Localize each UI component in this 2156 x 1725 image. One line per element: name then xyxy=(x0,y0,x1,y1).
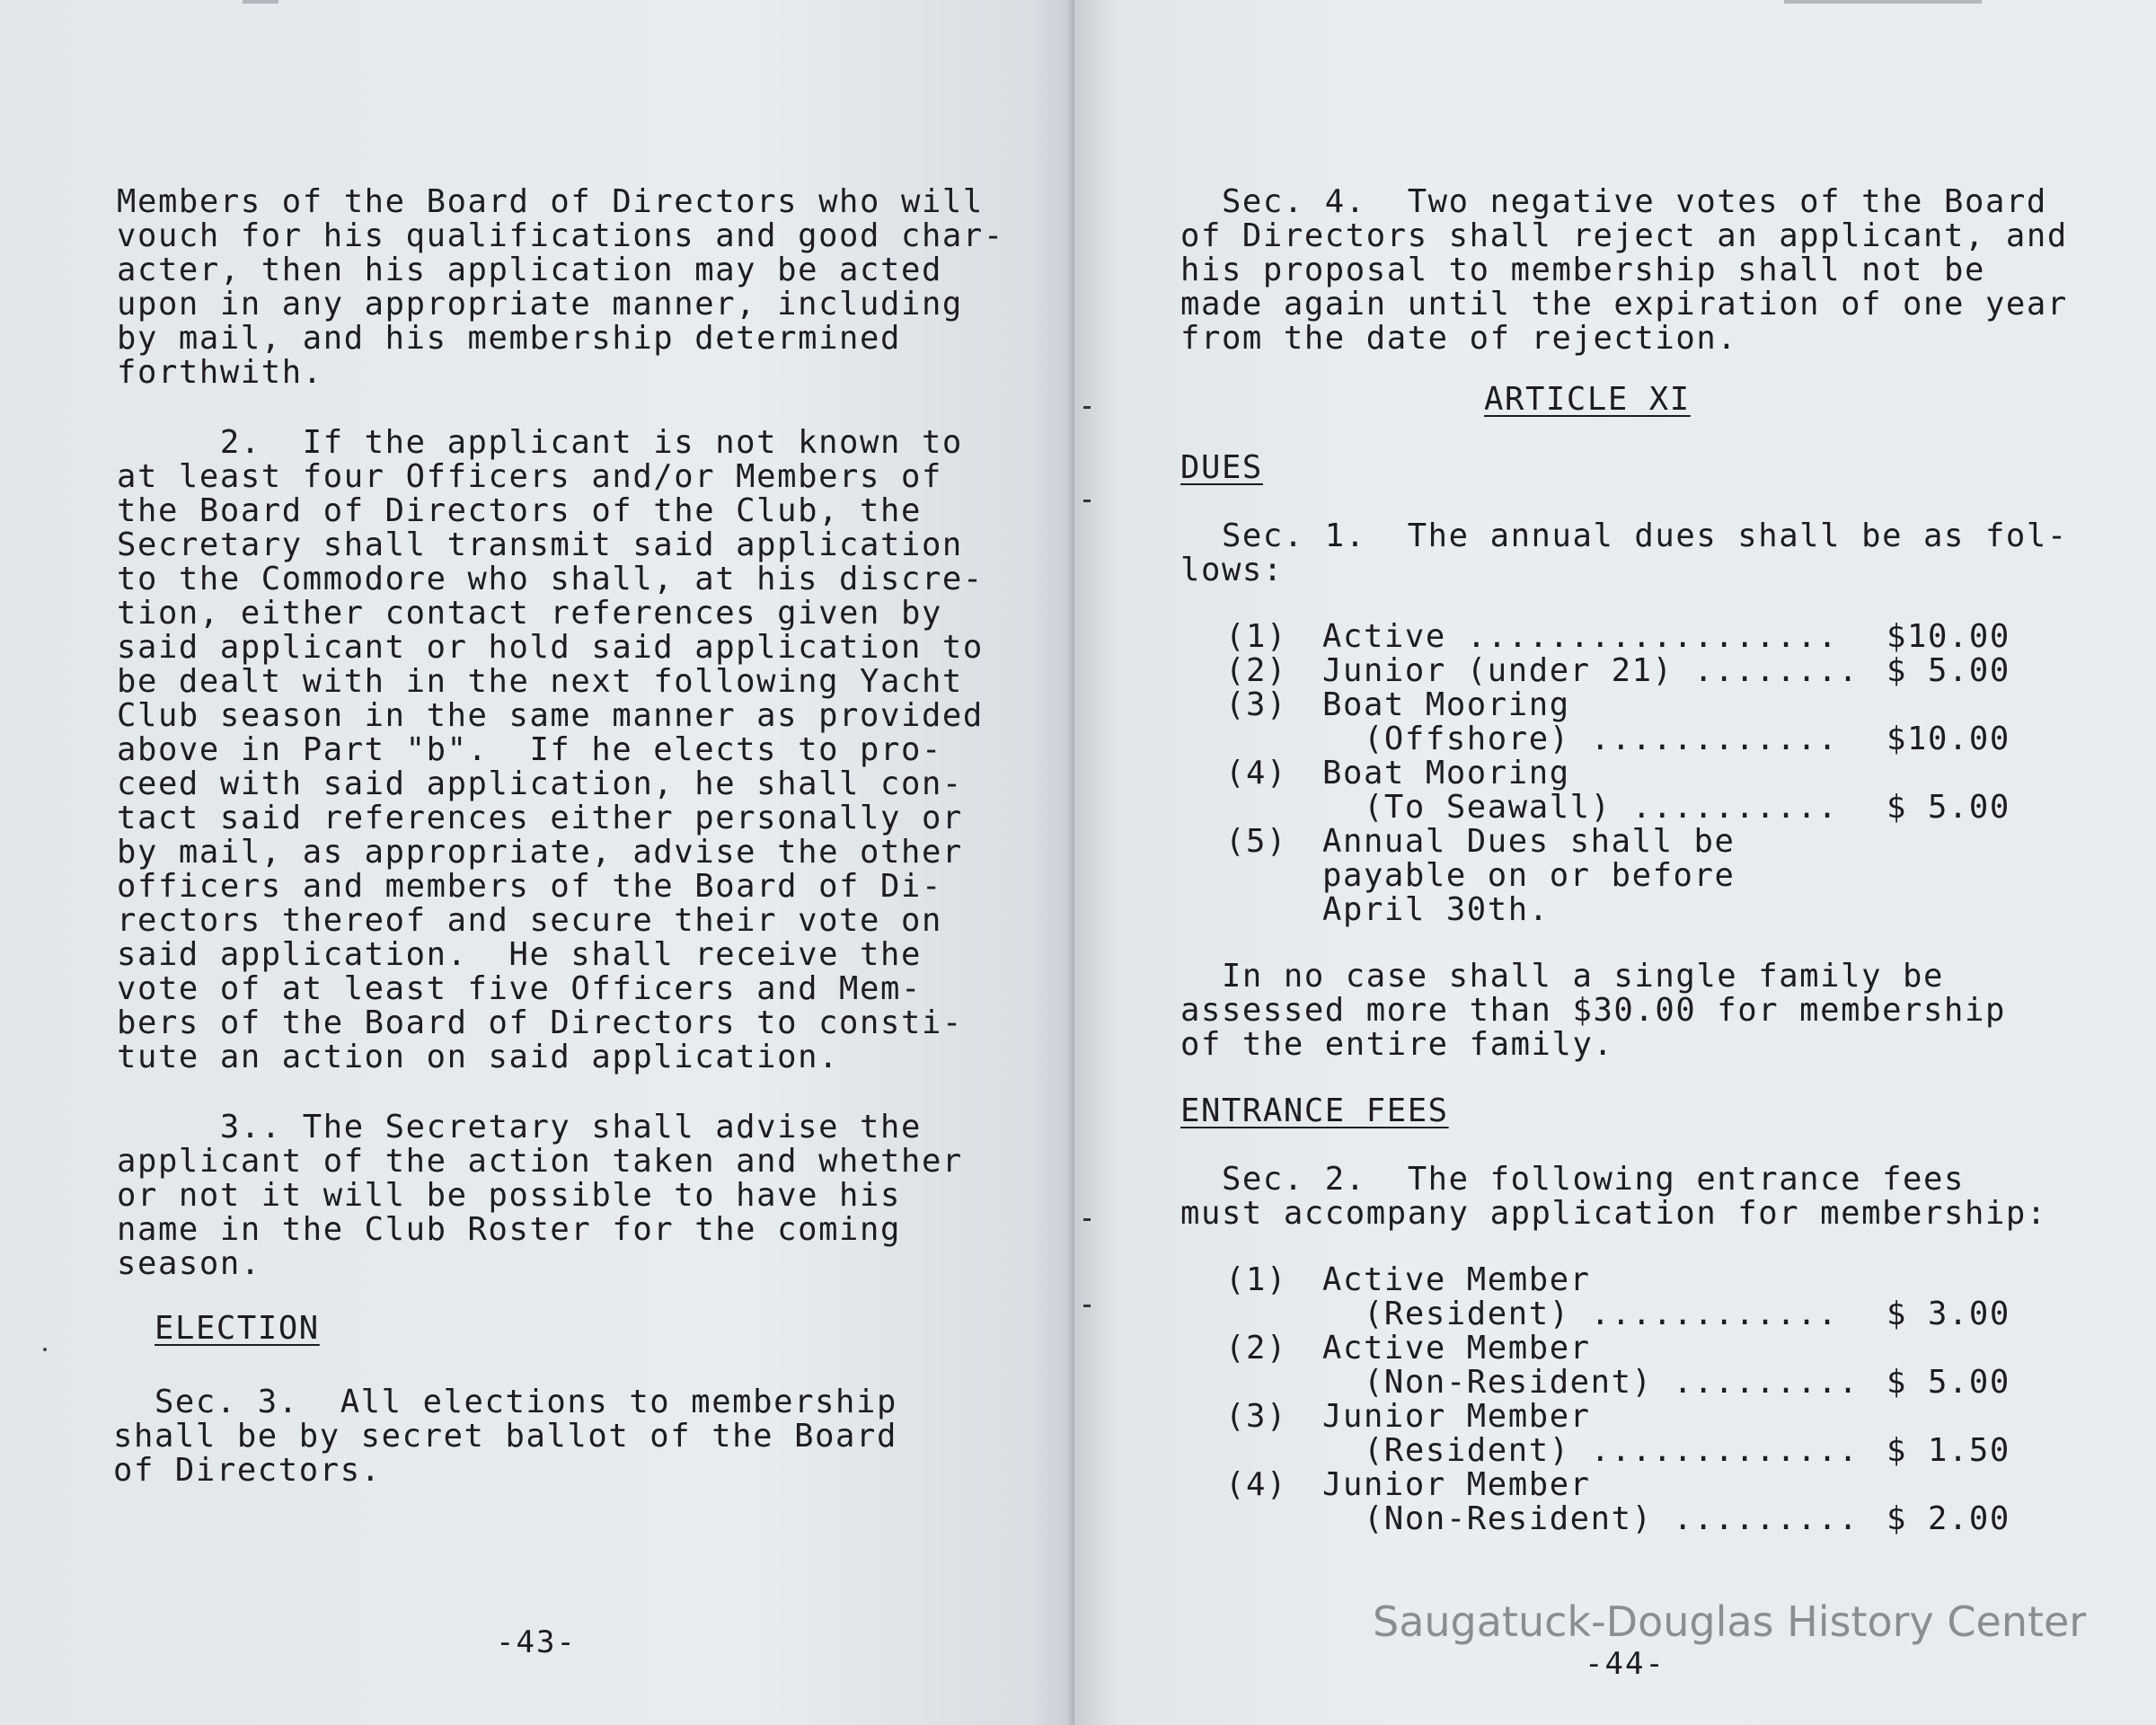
section-4 xyxy=(1180,185,2068,356)
item-amount: $ 5.00 xyxy=(1886,789,2010,826)
text-line: acter, then his application may be acted xyxy=(117,252,942,288)
item-description: Boat Mooring xyxy=(1322,686,1570,723)
item-description: Active Member xyxy=(1322,1330,1591,1367)
item-description: Junior (under 21) ........ xyxy=(1322,652,1860,689)
text-line: season. xyxy=(117,1245,261,1282)
margin-tick xyxy=(1083,406,1091,409)
item-number: (4) xyxy=(1225,1466,1287,1503)
text-line: name in the Club Roster for the coming xyxy=(117,1211,901,1248)
text-line: to the Commodore who shall, at his discre- xyxy=(117,561,984,597)
text-line: assessed more than $30.00 for membership xyxy=(1180,992,2006,1029)
item-description-continued: (Non-Resident) ......... xyxy=(1322,1500,1860,1537)
item-description-continued: (Resident) ............ xyxy=(1322,1296,1839,1332)
text-line: tion, either contact references given by xyxy=(117,595,942,632)
text-line: ceed with said application, he shall con- xyxy=(117,765,963,802)
item-amount: $ 1.50 xyxy=(1886,1432,2010,1469)
item-amount: $ 5.00 xyxy=(1886,652,2010,689)
item-description-continued: (To Seawall) .......... xyxy=(1322,789,1839,826)
text-line: Secretary shall transmit said application xyxy=(117,526,963,563)
item-amount: $10.00 xyxy=(1886,618,2010,655)
section-1 xyxy=(1180,519,2068,588)
left-page xyxy=(0,0,1074,1725)
item-description: Junior Member xyxy=(1322,1398,1591,1435)
text-line: 3.. The Secretary shall advise the xyxy=(117,1109,922,1146)
text-line: above in Part "b". If he elects to pro- xyxy=(117,731,942,768)
item-number: (2) xyxy=(1225,1330,1287,1367)
page-edge-mark xyxy=(243,0,278,4)
item-number: (1) xyxy=(1225,618,1287,655)
margin-tick xyxy=(1083,1218,1091,1221)
text-line: vouch for his qualifications and good char- xyxy=(117,217,1004,254)
text-line: at least four Officers and/or Members of xyxy=(117,458,942,495)
family-note xyxy=(1180,960,2006,1062)
item-description: Active .................. xyxy=(1322,618,1839,655)
paragraph-2 xyxy=(117,426,984,1075)
page-edge-mark xyxy=(1784,0,1982,4)
text-line: by mail, as appropriate, advise the other xyxy=(117,834,963,871)
text-line: from the date of rejection. xyxy=(1180,320,1738,357)
item-amount: $ 2.00 xyxy=(1886,1500,2010,1537)
text-line: of the entire family. xyxy=(1180,1026,1614,1063)
text-line: upon in any appropriate manner, including xyxy=(117,286,963,323)
item-description-continued: (Resident) ............. xyxy=(1322,1432,1860,1469)
text-line: must accompany application for membership: xyxy=(1180,1195,2047,1232)
item-number: (3) xyxy=(1225,686,1287,723)
text-line: applicant of the action taken and whether xyxy=(117,1143,963,1180)
paragraph-3 xyxy=(117,1110,963,1281)
text-line: made again until the expiration of one year xyxy=(1180,286,2068,323)
text-line: Club season in the same manner as provided xyxy=(117,697,984,734)
right-page xyxy=(1074,0,2156,1725)
heading-election: ELECTION xyxy=(155,1310,320,1347)
text-line: lows: xyxy=(1180,552,1284,588)
text-line: bers of the Board of Directors to consti- xyxy=(117,1004,963,1041)
item-amount: $ 3.00 xyxy=(1886,1296,2010,1332)
text-line: said applicant or hold said application to xyxy=(117,629,984,666)
paper-speck xyxy=(43,1348,47,1351)
text-line: or not it will be possible to have his xyxy=(117,1177,901,1214)
heading-dues: DUES xyxy=(1180,449,1263,486)
text-line: Sec. 4. Two negative votes of the Board xyxy=(1180,183,2047,220)
text-line: his proposal to membership shall not be xyxy=(1180,252,1985,288)
item-number: (1) xyxy=(1225,1261,1287,1298)
margin-tick xyxy=(1083,500,1091,502)
text-line: 2. If the applicant is not known to xyxy=(117,424,963,461)
item-description-continued: April 30th. xyxy=(1322,891,1550,928)
item-amount: $10.00 xyxy=(1886,721,2010,757)
margin-tick xyxy=(1083,1305,1091,1307)
heading-entrance-fees: ENTRANCE FEES xyxy=(1180,1092,1449,1129)
text-line: Members of the Board of Directors who will xyxy=(117,183,984,220)
text-line: the Board of Directors of the Club, the xyxy=(117,492,922,529)
item-description-continued: (Offshore) ............ xyxy=(1322,721,1839,757)
item-number: (3) xyxy=(1225,1398,1287,1435)
item-description: Junior Member xyxy=(1322,1466,1591,1503)
text-line: of Directors. xyxy=(113,1452,382,1489)
item-description: Active Member xyxy=(1322,1261,1591,1298)
item-number: (4) xyxy=(1225,755,1287,792)
item-number: (5) xyxy=(1225,823,1287,860)
text-line: Sec. 1. The annual dues shall be as fol- xyxy=(1180,518,2068,554)
text-line: shall be by secret ballot of the Board xyxy=(113,1418,897,1455)
article-heading: ARTICLE XI xyxy=(1484,381,1691,418)
text-line: said application. He shall receive the xyxy=(117,936,922,973)
paragraph-continuation xyxy=(117,185,1004,390)
text-line: by mail, and his membership determined xyxy=(117,320,901,357)
section-3 xyxy=(113,1385,897,1488)
text-line: of Directors shall reject an applicant, and xyxy=(1180,217,2068,254)
item-amount: $ 5.00 xyxy=(1886,1364,2010,1401)
text-line: Sec. 2. The following entrance fees xyxy=(1180,1161,1965,1198)
text-line: Sec. 3. All elections to membership xyxy=(113,1384,897,1420)
item-description-continued: (Non-Resident) ......... xyxy=(1322,1364,1860,1401)
text-line: vote of at least five Officers and Mem- xyxy=(117,970,922,1007)
text-line: tact said references either personally or xyxy=(117,800,963,836)
item-description: Boat Mooring xyxy=(1322,755,1570,792)
text-line: officers and members of the Board of Di- xyxy=(117,868,942,905)
page-number-43: -43- xyxy=(496,1624,577,1660)
page-number-44: -44- xyxy=(1585,1646,1666,1682)
section-2 xyxy=(1180,1163,2047,1231)
item-description-continued: payable on or before xyxy=(1322,857,1736,894)
text-line: In no case shall a single family be xyxy=(1180,958,1944,995)
text-line: tute an action on said application. xyxy=(117,1039,840,1075)
text-line: forthwith. xyxy=(117,354,323,391)
text-line: rectors thereof and secure their vote on xyxy=(117,902,942,939)
item-number: (2) xyxy=(1225,652,1287,689)
text-line: be dealt with in the next following Yacht xyxy=(117,663,963,700)
watermark: Saugatuck-Douglas History Center xyxy=(1373,1597,2087,1646)
item-description: Annual Dues shall be xyxy=(1322,823,1736,860)
